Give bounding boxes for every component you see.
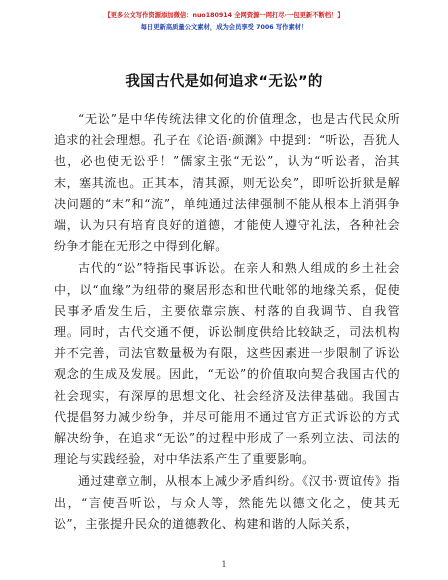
paragraph: 古代的“讼”特指民事诉讼。在亲人和熟人组成的乡土社会中，以“血缘”为纽带的聚居形态和世代毗邻的地缘关系，促使民事矛盾发生后，主要依靠宗族、村落的自我调节、自我管理。同时，古代交通不便，诉讼制度供给比较缺乏，司法机构并不完善，司法官数量极为有限，这些因素进一步限制了诉讼观念的生成及发展。因此，“无讼”的价值取向契合我国古代的社会现实，有深厚的思想文化、社会经济及法律基础。我国古代提倡努力减少纷争，并尽可能用不通过官方正式诉讼的方式解决纷争，在追求“无讼”的过程中形成了一系列立法、司法的理论与实践经验，对中华法系产生了重要影响。 (54, 261, 400, 467)
promo-banner-line-2: 每日更新高质量公文素材，成为会员享受 7006 写作素材！ (140, 24, 308, 31)
document-body (54, 109, 400, 535)
paragraph: 通过建章立制，从根本上减少矛盾纠纷。《汉书·贾谊传》指出，“言使吾听讼，与众人等，然能先以德文化之，使其无讼”，主张提升民众的道德教化、构建和谐的人际关系， (54, 474, 400, 531)
promo-banner-line-1: 【更多公文写作资源添加微信：nuo180914 全网资源一网打尽·一包更新不断档！】 (104, 12, 344, 19)
paragraph: “无讼”是中华传统法律文化的价值理念，也是古代民众所追求的社会理想。孔子在《论语·颜渊》中提到：“听讼，吾犹人也，必也使无讼乎！”儒家主张“无讼”，认为“听讼者，治其末，塞其流也。正其本，清其源，则无讼矣”，即听讼折狱是解决问题的“末”和“流”，单纯通过法律强制不能从根本上消弭争端，认为只有培育良好的道德，才能使人遵守礼法，各种社会纷争才能在无形之中得到化解。 (54, 112, 400, 254)
page-number: 1 (221, 560, 227, 569)
document-title: 我国古代是如何追求“无讼”的 (125, 74, 323, 90)
